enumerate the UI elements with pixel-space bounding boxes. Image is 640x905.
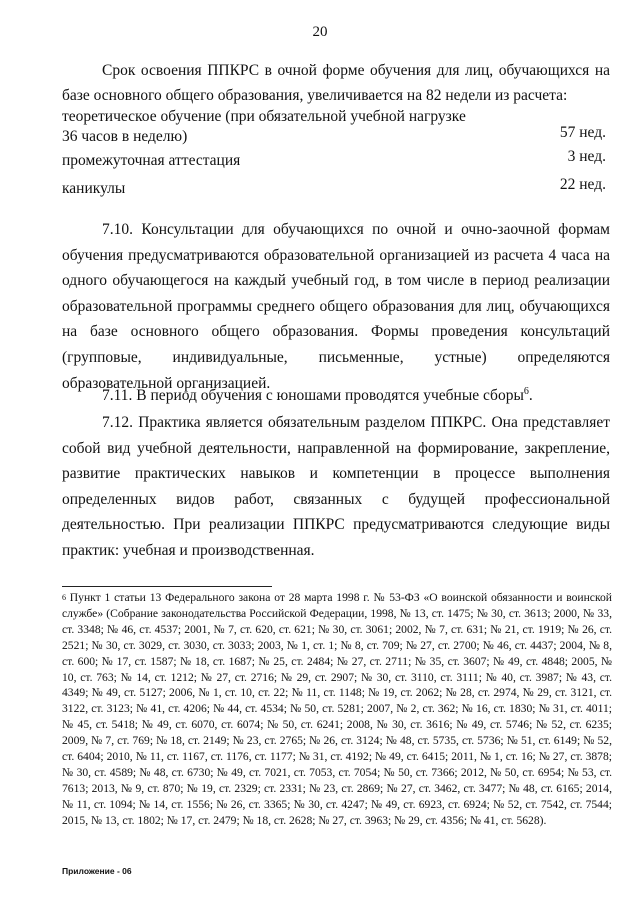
duration-row-holidays — [62, 176, 610, 202]
footnote-divider — [62, 586, 272, 587]
duration-label: теоретическое обучение (при обязательной учебной нагрузке — [62, 108, 466, 125]
duration-value: 3 нед. — [567, 148, 606, 165]
footnote-ref: 6 — [523, 385, 529, 397]
paragraph-7-10: 7.10. Консультации для обучающихся по очной и очно-заочной формам обучения предусматриваются образовательной организацией из расчета 4 часа на одного обучающегося на каждый учебный год, в том числе в период реализации образовательной программы среднего общего образования для лиц, обучающихся на базе основного общего образования. Формы проведения консультаций (групповые, индивидуальные, письменные, устные) определяются образовательной организацией. — [62, 221, 610, 392]
duration-value: 57 нед. — [559, 124, 606, 141]
duration-value: 22 нед. — [559, 176, 606, 193]
duration-row-theory — [62, 108, 610, 148]
duration-label: промежуточная аттестация — [62, 152, 241, 169]
intro-paragraph: Срок освоения ППКРС в очной форме обучения для лиц, обучающихся на базе основного общего образования, увеличивается на 82 недели из расчета: — [62, 62, 610, 104]
appendix-label: Приложение - 06 — [62, 866, 132, 876]
page-number: 20 — [312, 24, 328, 40]
duration-label-cont: 36 часов в неделю) — [62, 128, 188, 145]
paragraph-7-11-text: 7.11. В период обучения с юношами проводятся учебные сборы — [102, 387, 524, 404]
duration-label: каникулы — [62, 180, 126, 197]
duration-row-attestation — [62, 148, 610, 174]
footnote-number: 6 — [62, 593, 66, 602]
paragraph-7-11 — [62, 383, 610, 409]
footnote — [62, 590, 612, 829]
footnote-text: Пункт 1 статьи 13 Федерального закона от 28 марта 1998 г. № 53-ФЗ «О воинской обязанности и воинской службе» (Собрание законодательства Российской Федерации, 1998, № 13, ст. 1475; № 30, ст. 3613; 2000, № 33, ст. 3348; № 46, ст. 4537; 2001, № 7, ст. 620, ст. 621; № 30, ст. 3061; 2002, № 7, ст. 631; № 21, ст. 1919; № 26, ст. 2521; № 30, ст. 3029, ст. 3030, ст. 3033; 2003, № 1, ст. 1; № 8, ст. 709; № 27, ст. 2700; № 46, ст. 4437; 2004, № 8, ст. 600; № 17, ст. 1587; № 18, ст. 1687; № 25, ст. 2484; № 27, ст. 2711; № 35, ст. 3607; № 49, ст. 4848; 2005, № 10, ст. 763; № 14, ст. 1212; № 27, ст. 2716; № 29, ст. 2907; № 30, ст. 3110, ст. 3111; № 40, ст. 3987; № 43, ст. 4349; № 49, ст. 5127; 2006, № 1, ст. 10, ст. 22; № 11, ст. 1148; № 19, ст. 2062; № 28, ст. 2974, № 29, ст. 3121, ст. 3122, ст. 3123; № 41, ст. 4206; № 44, ст. 4534; № 50, ст. 5281; 2007, № 2, ст. 362; № 16, ст. 1830; № 31, ст. 4011; № 45, ст. 5418; № 49, ст. 6070, ст. 6074; № 50, ст. 6241; 2008, № 30, ст. 3616; № 49, ст. 5746; № 52, ст. 6235; 2009, № 7, ст. 769; № 18, ст. 2149; № 23, ст. 2765; № 26, ст. 3124; № 48, ст. 5735, ст. 5736; № 51, ст. 6149; № 52, ст. 6404; 2010, № 11, ст. 1167, ст. 1176, ст. 1177; № 31, ст. 4192; № 49, ст. 6415; 2011, № 1, ст. 16; № 27, ст. 3878; № 30, ст. 4589; № 48, ст. 6730; № 49, ст. 7021, ст. 7053, ст. 7054; № 50, ст. 7366; 2012, № 50, ст. 6954; № 53, ст. 7613; 2013, № 9, ст. 870; № 19, ст. 2329; ст. 2331; № 23, ст. 2869; № 27, ст. 3462, ст. 3477; № 48, ст. 6165; 2014, № 11, ст. 1094; № 14, ст. 1556; № 26, ст. 3365; № 30, ст. 4247; № 49, ст. 6923, ст. 6924; № 52, ст. 7542, ст. 7544; 2015, № 13, ст. 1802; № 17, ст. 2479; № 18, ст. 2628; № 27, ст. 3963; № 29, ст. 4356; № 41, ст. 5628). — [62, 591, 612, 827]
paragraph-7-11-end: . — [528, 387, 533, 404]
paragraph-7-12: 7.12. Практика является обязательным разделом ППКРС. Она представляет собой вид учебной деятельности, направленной на формирование, закрепление, развитие практических навыков и компетенции в процессе выполнения определенных видов работ, связанных с будущей профессиональной деятельностью. При реализации ППКРС предусматриваются следующие виды практик: учебная и производственная. — [62, 414, 610, 559]
